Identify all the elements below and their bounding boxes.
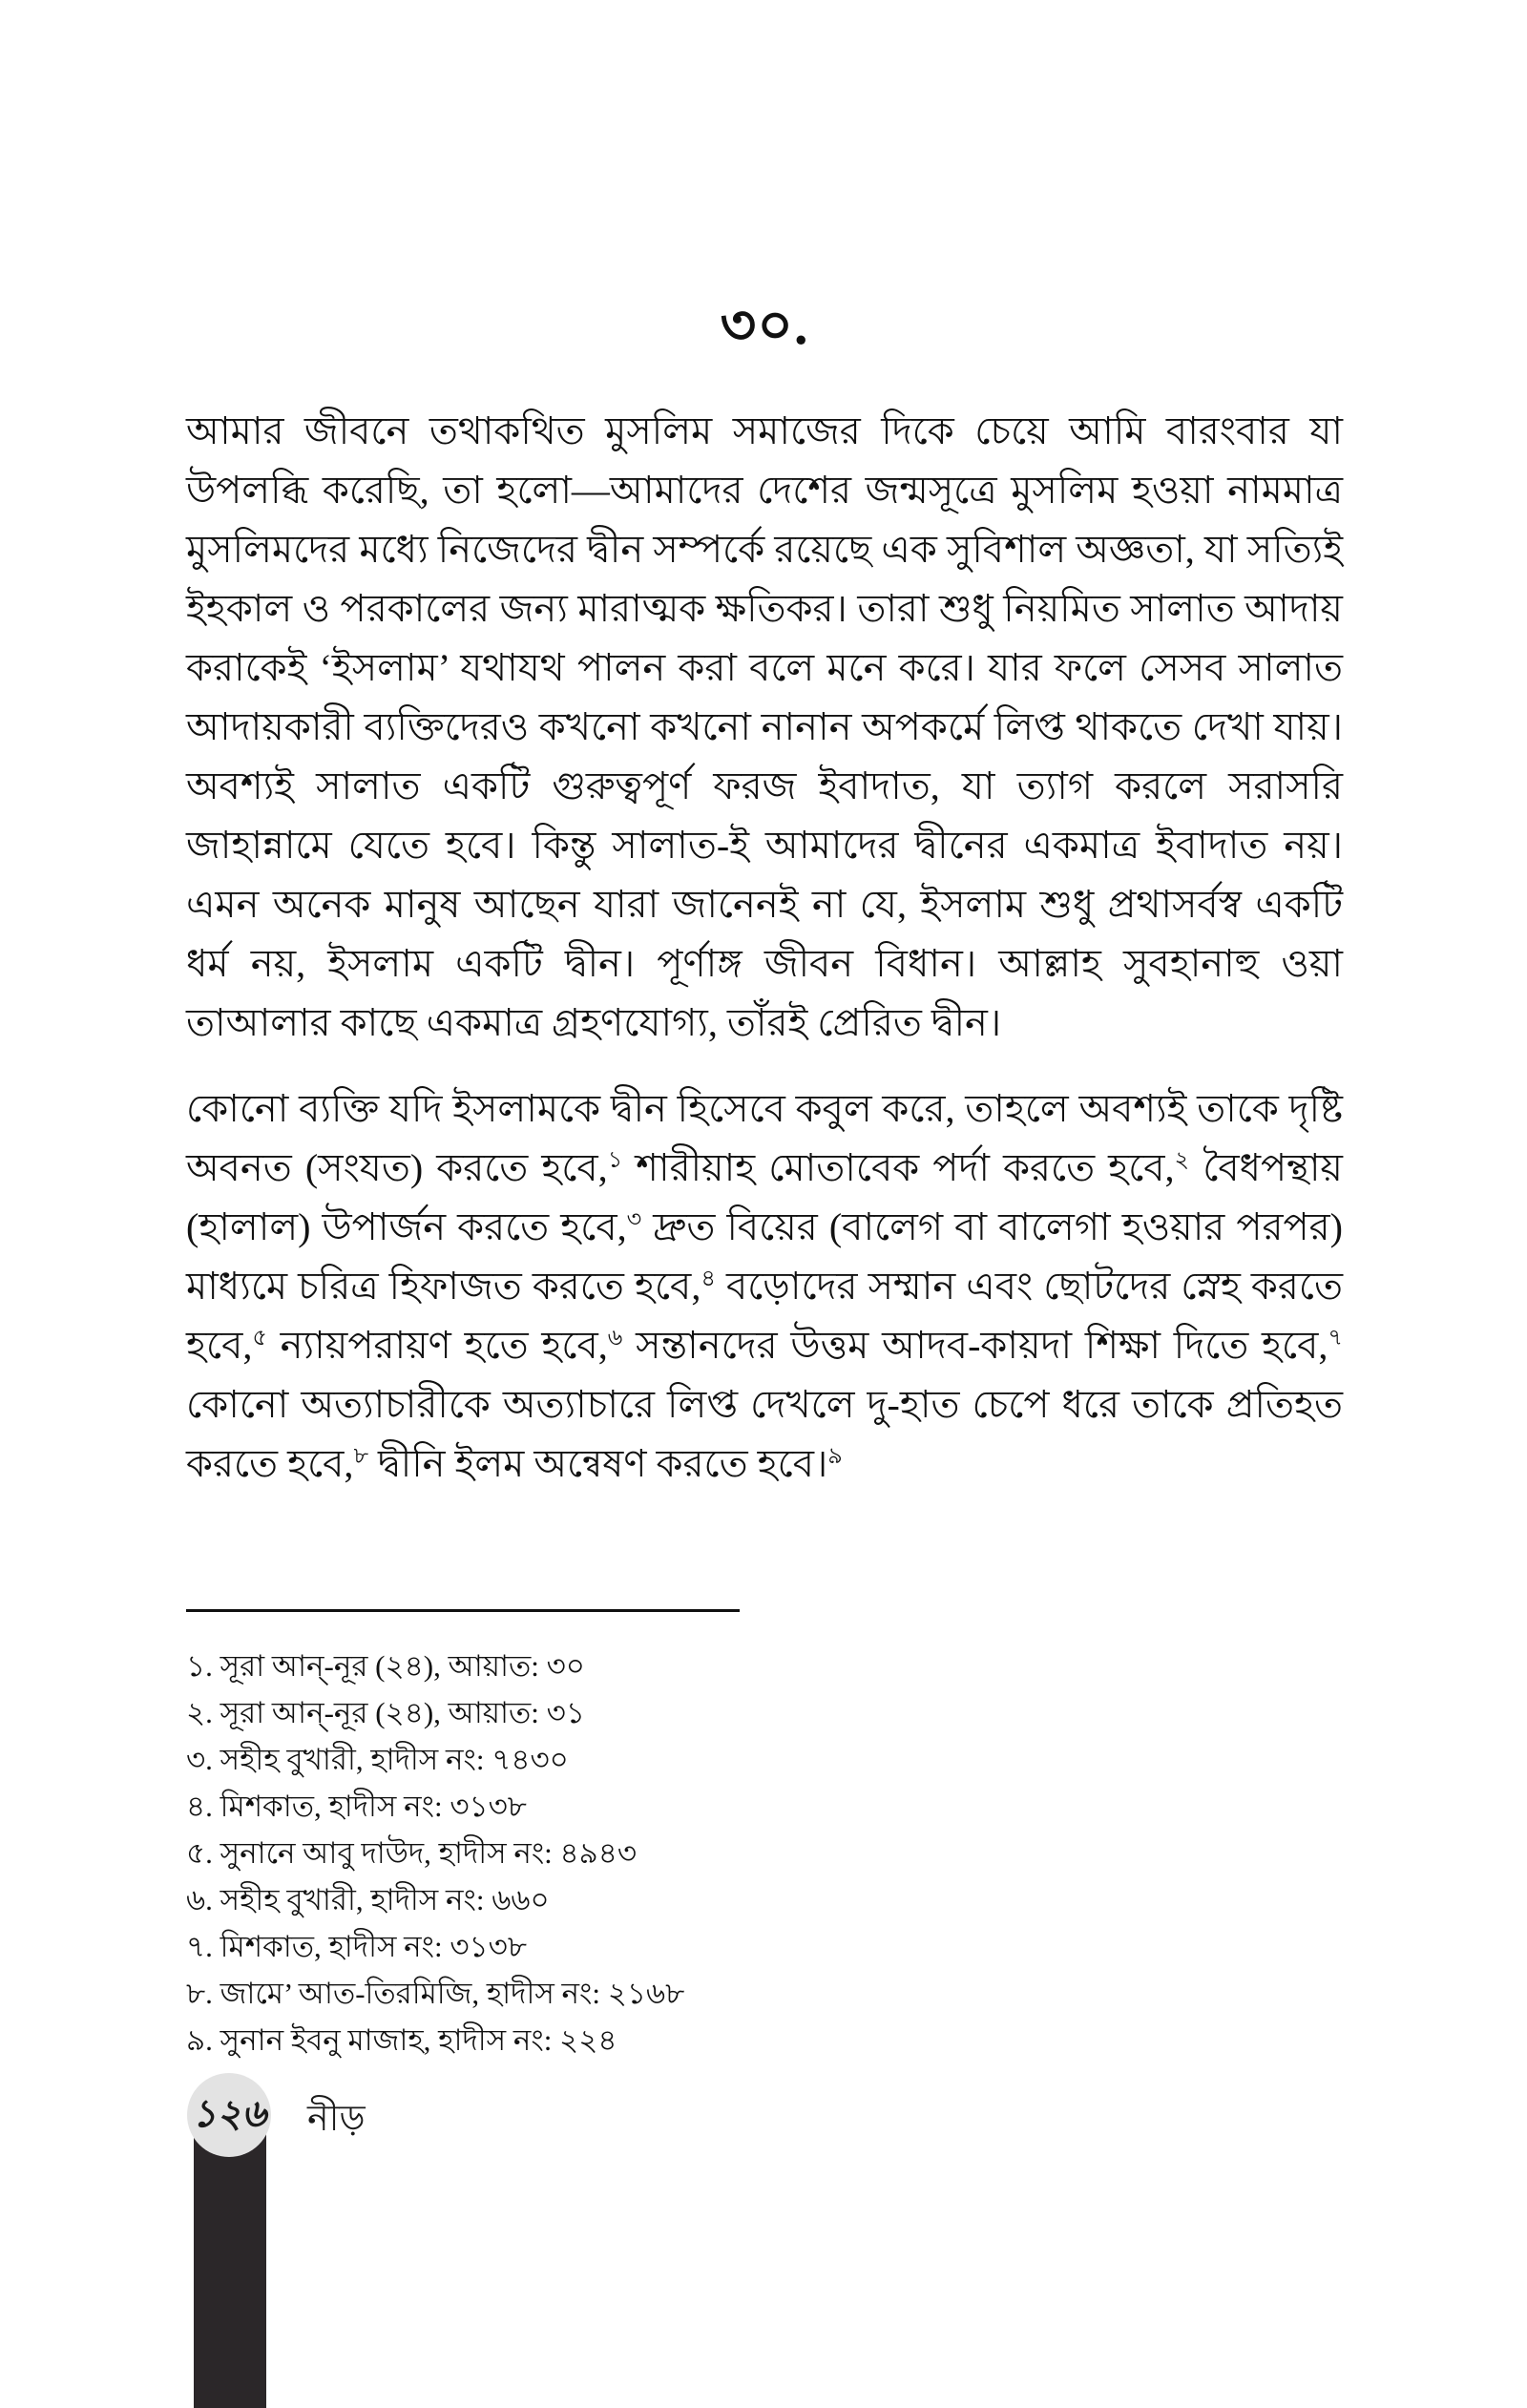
footnotes-block [186,1609,1343,2063]
footnote-item: ৮. জামে’ আত-তিরমিজি, হাদীস নং: ২১৬৮ [186,1977,685,2010]
footnote-ref: ৭ [1328,1326,1344,1351]
footnote-ref: ৯ [827,1444,843,1469]
footnote-item: ৫. সুনানে আবু দাউদ, হাদীস নং: ৪৯৪৩ [186,1836,638,1870]
page-number-badge [187,2073,271,2157]
footnote-ref: ২ [1174,1148,1190,1173]
footnote-ref: ১ [607,1148,623,1173]
footnote-ref: ৫ [252,1326,267,1351]
chapter-number: ৩০. [720,294,809,356]
page-number: ১২৬ [192,2091,266,2135]
body-text [186,402,1343,1494]
footnote-item: ৩. সহীহ বুখারী, হাদীস নং: ৭৪৩০ [186,1743,569,1776]
footnote-item: ৯. সুনান ইবনু মাজাহ, হাদীস নং: ২২৪ [186,2023,617,2057]
footnote-item: ৬. সহীহ বুখারী, হাদীস নং: ৬৬০ [186,1883,550,1916]
footnote-list [186,1643,1343,2063]
footnote-item: ২. সূরা আন্‌-নূর (২৪), আয়াত: ৩১ [186,1696,585,1729]
footnote-ref: ৩ [626,1207,642,1232]
footnote-item: ৪. মিশকাত, হাদীস নং: ৩১৩৮ [186,1790,527,1823]
footnote-ref: ৪ [701,1267,716,1291]
page-footer [0,2062,1527,2408]
body-paragraph: আমার জীবনে তথাকথিত মুসলিম সমাজের দিকে চেয়ে আমি বারংবার যা উপলব্ধি করেছি, তা হলো—আমাদের দেশের জন্মসূত্রে মুসলিম হওয়া নামমাত্র মুসলিমদের মধ্যে নিজেদের দ্বীন সম্পর্কে রয়েছে এক সুবিশাল অজ্ঞতা, যা সত্যিই ইহকাল ও পরকালের জন্য মারাত্মক ক্ষতিকর। তারা শুধু নিয়মিত সালাত আদায় করাকেই ‘ইসলাম’ যথাযথ পালন করা বলে মনে করে। যার ফলে সেসব সালাত আদায়কারী ব্যক্তিদেরও কখনো কখনো নানান অপকর্মে লিপ্ত থাকতে দেখা যায়। অবশ্যই সালাত একটি গুরুত্বপূর্ণ ফরজ ইবাদাত, যা ত্যাগ করলে সরাসরি জাহান্নামে যেতে হবে। কিন্তু সালাত-ই আমাদের দ্বীনের একমাত্র ইবাদাত নয়। এমন অনেক মানুষ আছেন যারা জানেনই না যে, ইসলাম শুধু প্রথাসর্বস্ব একটি ধর্ম নয়, ইসলাম একটি দ্বীন। পূর্ণাঙ্গ জীবন বিধান। আল্লাহ সুবহানাহু ওয়া তাআলার কাছে একমাত্র গ্রহণযোগ্য, তাঁরই প্রেরিত দ্বীন। [186,409,1343,1044]
footnote-ref: ৮ [353,1444,369,1469]
footnote-item: ১. সূরা আন্‌-নূর (২৪), আয়াত: ৩০ [186,1649,585,1683]
footnote-item: ৭. মিশকাত, হাদীস নং: ৩১৩৮ [186,1930,527,1963]
spine-bar [194,2130,266,2408]
footnote-ref: ৬ [607,1326,623,1351]
text-column [186,0,1343,1494]
body-paragraph: কোনো ব্যক্তি যদি ইসলামকে দ্বীন হিসেবে কবুল করে, তাহলে অবশ্যই তাকে দৃষ্টি অবনত (সংযত) করতে হবে,$^১$ শারীয়াহ মোতাবেক পর্দা করতে হবে,$^২$ বৈধপন্থায় (হালাল) উপার্জন করতে হবে,$^৩$ দ্রুত বিয়ের (বালেগ বা বালেগা হওয়ার পরপর) মাধ্যমে চরিত্র হিফাজত করতে হবে,$^৪$ বড়োদের সম্মান এবং ছোটদের স্নেহ করতে হবে,$^৫$ ন্যায়পরায়ণ হতে হবে,$^৬$ সন্তানদের উত্তম আদব-কায়দা শিক্ষা দিতে হবে,$^৭$ কোনো অত্যাচারীকে অত্যাচারে লিপ্ত দেখলে দু-হাত চেপে ধরে তাকে প্রতিহত করতে হবে,$^৮$ দ্বীনি ইলম অন্বেষণ করতে হবে।$^৯$ [186,1087,1344,1485]
footnote-separator [186,1609,740,1612]
book-title: নীড় [307,2099,366,2139]
